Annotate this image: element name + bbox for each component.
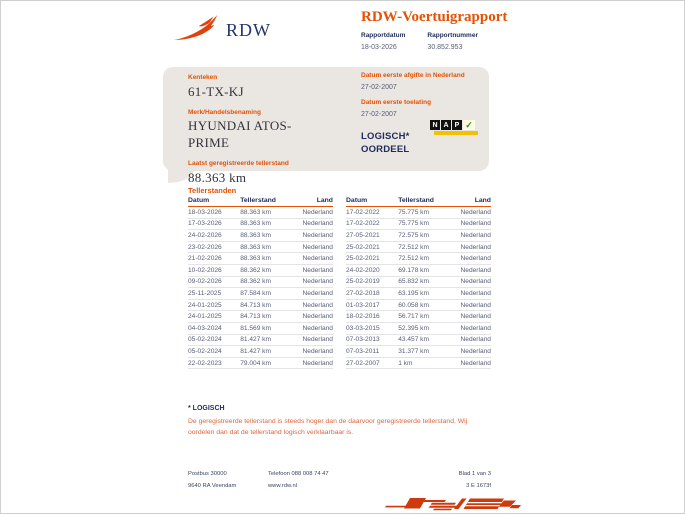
- table-cell: Nederland: [460, 313, 491, 321]
- table-cell: 27-02-2018: [346, 289, 380, 297]
- table-row: [188, 253, 333, 265]
- table-cell: 27-05-2021: [346, 231, 380, 239]
- verdict-text: LOGISCH* OORDEEL: [361, 130, 410, 156]
- tellerstand-label: Laatst geregistreerde tellerstand: [188, 160, 289, 168]
- table-row: [346, 288, 491, 300]
- table-header-row: [188, 197, 333, 207]
- table-cell: 17-02-2022: [346, 208, 380, 216]
- table-cell: 88.363 km: [240, 243, 271, 251]
- table-cell: 27-02-2007: [346, 359, 380, 367]
- nap-yellow-bar: [434, 131, 478, 135]
- tellerstanden-section-title: Tellerstanden: [188, 186, 237, 195]
- table-cell: 09-02-2026: [188, 278, 222, 286]
- rdw-logo: [173, 14, 271, 47]
- column-header: Land: [316, 197, 333, 204]
- vehicle-summary-box: [163, 67, 489, 186]
- table-row: [346, 207, 491, 219]
- table-cell: Nederland: [460, 220, 491, 228]
- table-row: [188, 277, 333, 289]
- table-cell: Nederland: [302, 243, 333, 251]
- table-cell: 87.584 km: [240, 289, 271, 297]
- table-cell: 69.178 km: [398, 266, 429, 274]
- table-row: [346, 311, 491, 323]
- table-cell: 23-02-2026: [188, 243, 222, 251]
- table-row: [188, 207, 333, 219]
- table-cell: Nederland: [302, 289, 333, 297]
- table-cell: Nederland: [302, 231, 333, 239]
- table-cell: Nederland: [302, 313, 333, 321]
- table-cell: 43.457 km: [398, 336, 429, 344]
- column-header: Land: [474, 197, 491, 204]
- table-cell: 17-02-2022: [346, 220, 380, 228]
- table-cell: 31.377 km: [398, 347, 429, 355]
- table-cell: 88.363 km: [240, 220, 271, 228]
- table-cell: Nederland: [460, 243, 491, 251]
- table-cell: Nederland: [460, 231, 491, 239]
- table-row: [346, 346, 491, 358]
- table-row: [188, 335, 333, 347]
- footer-page-number: Blad 1 van 3: [458, 471, 491, 477]
- column-header: Datum: [346, 197, 368, 204]
- table-cell: 81.427 km: [240, 336, 271, 344]
- table-row: [346, 277, 491, 289]
- footer-contact: [268, 469, 431, 492]
- table-row: [346, 265, 491, 277]
- table-cell: Nederland: [460, 255, 491, 263]
- table-cell: 75.775 km: [398, 208, 429, 216]
- table-cell: 05-02-2024: [188, 347, 222, 355]
- odometer-table-left: [188, 197, 333, 369]
- table-cell: 88.362 km: [240, 266, 271, 274]
- rdw-wing-icon: [173, 14, 219, 47]
- table-row: [188, 265, 333, 277]
- table-cell: 25-02-2021: [346, 243, 380, 251]
- table-row: [188, 230, 333, 242]
- table-cell: 1 km: [398, 359, 413, 367]
- afgifte-label: Datum eerste afgifte in Nederland: [361, 72, 465, 79]
- table-cell: 56.717 km: [398, 313, 429, 321]
- table-row: [188, 288, 333, 300]
- summary-right-column: [361, 72, 486, 157]
- table-row: [346, 335, 491, 347]
- table-row: [346, 358, 491, 370]
- table-cell: 04-03-2024: [188, 324, 222, 332]
- report-date-value: 18-03-2026: [361, 44, 397, 51]
- table-cell: 07-03-2013: [346, 336, 380, 344]
- report-number-field: [427, 32, 478, 51]
- column-header: Tellerstand: [398, 197, 434, 204]
- table-cell: Nederland: [302, 336, 333, 344]
- afgifte-value: 27-02-2007: [361, 83, 397, 91]
- table-cell: 63.195 km: [398, 289, 429, 297]
- table-cell: 18-03-2026: [188, 208, 222, 216]
- nap-letters: [430, 120, 475, 130]
- table-cell: 22-02-2023: [188, 359, 222, 367]
- table-cell: 84.713 km: [240, 301, 271, 309]
- merk-label: Merk/Handelsbenaming: [188, 108, 261, 116]
- table-cell: 07-03-2011: [346, 347, 380, 355]
- footer-form-code: 3 E 1673f: [466, 482, 491, 489]
- table-cell: Nederland: [460, 336, 491, 344]
- table-cell: 52.395 km: [398, 324, 429, 332]
- table-cell: Nederland: [302, 324, 333, 332]
- footer-phone: Telefoon 088 008 74 47: [268, 471, 329, 477]
- table-cell: 24-02-2020: [346, 266, 380, 274]
- footer-postbus: Postbus 30000: [188, 471, 227, 477]
- merk-value: HYUNDAI ATOS-PRIME: [188, 118, 292, 151]
- table-cell: 25-02-2021: [346, 255, 380, 263]
- report-date-label: Rapportdatum: [361, 32, 406, 39]
- table-cell: 72.512 km: [398, 243, 429, 251]
- table-cell: 84.713 km: [240, 313, 271, 321]
- table-cell: Nederland: [460, 347, 491, 355]
- footer-website: www.rdw.nl: [268, 482, 297, 489]
- nap-check-icon: ✓: [463, 120, 475, 130]
- table-header-row: [346, 197, 491, 207]
- table-row: [188, 358, 333, 370]
- table-row: [188, 311, 333, 323]
- table-row: [346, 230, 491, 242]
- table-cell: 88.363 km: [240, 231, 271, 239]
- table-row: [188, 300, 333, 312]
- table-cell: Nederland: [460, 208, 491, 216]
- table-cell: Nederland: [460, 289, 491, 297]
- table-cell: Nederland: [302, 301, 333, 309]
- table-row: [346, 300, 491, 312]
- table-cell: Nederland: [302, 255, 333, 263]
- toelating-label: Datum eerste toelating: [361, 98, 432, 106]
- table-cell: 88.362 km: [240, 278, 271, 286]
- nap-logo: [430, 120, 475, 135]
- table-cell: Nederland: [460, 266, 491, 274]
- table-cell: 05-02-2024: [188, 336, 222, 344]
- table-row: [346, 323, 491, 335]
- table-row: [188, 323, 333, 335]
- table-cell: Nederland: [302, 208, 333, 216]
- footer-paging: [431, 469, 491, 492]
- table-cell: 60.058 km: [398, 301, 429, 309]
- table-cell: 24-02-2026: [188, 231, 222, 239]
- table-cell: 01-03-2017: [346, 301, 380, 309]
- table-cell: 21-02-2026: [188, 255, 222, 263]
- table-cell: 65.832 km: [398, 278, 429, 286]
- tellerstand-value: 88.363 km: [188, 170, 247, 186]
- kenteken-value: 61-TX-KJ: [188, 83, 244, 99]
- table-cell: Nederland: [302, 359, 333, 367]
- page-footer: [188, 469, 491, 492]
- table-cell: 88.363 km: [240, 255, 271, 263]
- rdw-logo-text: RDW: [226, 20, 271, 40]
- table-cell: 03-03-2015: [346, 324, 380, 332]
- logisch-footnote: [188, 405, 490, 438]
- table-cell: 79.004 km: [240, 359, 271, 367]
- report-meta: [361, 32, 478, 51]
- table-cell: 72.575 km: [398, 231, 429, 239]
- kenteken-label: Kenteken: [188, 74, 218, 81]
- nap-letter-n: N: [430, 120, 440, 130]
- table-cell: 75.775 km: [398, 220, 429, 228]
- table-cell: 72.512 km: [398, 255, 429, 263]
- tellerstanden-tables: [188, 197, 491, 369]
- table-cell: 25-11-2025: [188, 289, 222, 297]
- table-cell: 24-01-2025: [188, 313, 222, 321]
- report-date-field: [361, 32, 405, 51]
- summary-left-column: [188, 74, 338, 187]
- table-cell: 81.427 km: [240, 347, 271, 355]
- speed-stripes-graphic: [373, 493, 525, 514]
- table-cell: Nederland: [302, 347, 333, 355]
- footer-city: 9640 RA Veendam: [188, 482, 237, 489]
- table-cell: 81.569 km: [240, 324, 271, 332]
- footer-address: [188, 469, 268, 492]
- table-row: [188, 242, 333, 254]
- odometer-table-right: [346, 197, 491, 369]
- table-cell: Nederland: [460, 359, 491, 367]
- table-cell: 10-02-2026: [188, 266, 222, 274]
- table-cell: 24-01-2025: [188, 301, 222, 309]
- table-cell: Nederland: [302, 278, 333, 286]
- table-cell: 25-02-2019: [346, 278, 380, 286]
- nap-letter-a: A: [441, 120, 451, 130]
- table-cell: Nederland: [460, 278, 491, 286]
- table-cell: Nederland: [302, 220, 333, 228]
- footnote-heading: * LOGISCH: [188, 405, 225, 412]
- table-row: [188, 219, 333, 231]
- report-number-value: 30.852.953: [427, 44, 463, 51]
- table-cell: 18-02-2016: [346, 313, 380, 321]
- table-cell: Nederland: [460, 324, 491, 332]
- report-number-label: Rapportnummer: [427, 32, 478, 39]
- table-row: [188, 346, 333, 358]
- table-cell: Nederland: [302, 266, 333, 274]
- table-row: [346, 242, 491, 254]
- table-row: [346, 253, 491, 265]
- table-row: [346, 219, 491, 231]
- toelating-value: 27-02-2007: [361, 110, 397, 118]
- nap-letter-p: P: [452, 120, 462, 130]
- table-cell: 88.363 km: [240, 208, 271, 216]
- column-header: Tellerstand: [240, 197, 276, 204]
- page-title: RDW-Voertuigrapport: [361, 9, 508, 25]
- footnote-body: De geregistreerde tellerstand is steeds hoger dan de daarvoor geregistreerde tellerstand. Wij oordelen dan dat de tellerstand logisch verklaarbaar is.: [188, 418, 468, 437]
- column-header: Datum: [188, 197, 210, 204]
- table-cell: Nederland: [460, 301, 491, 309]
- table-cell: 17-03-2026: [188, 220, 222, 228]
